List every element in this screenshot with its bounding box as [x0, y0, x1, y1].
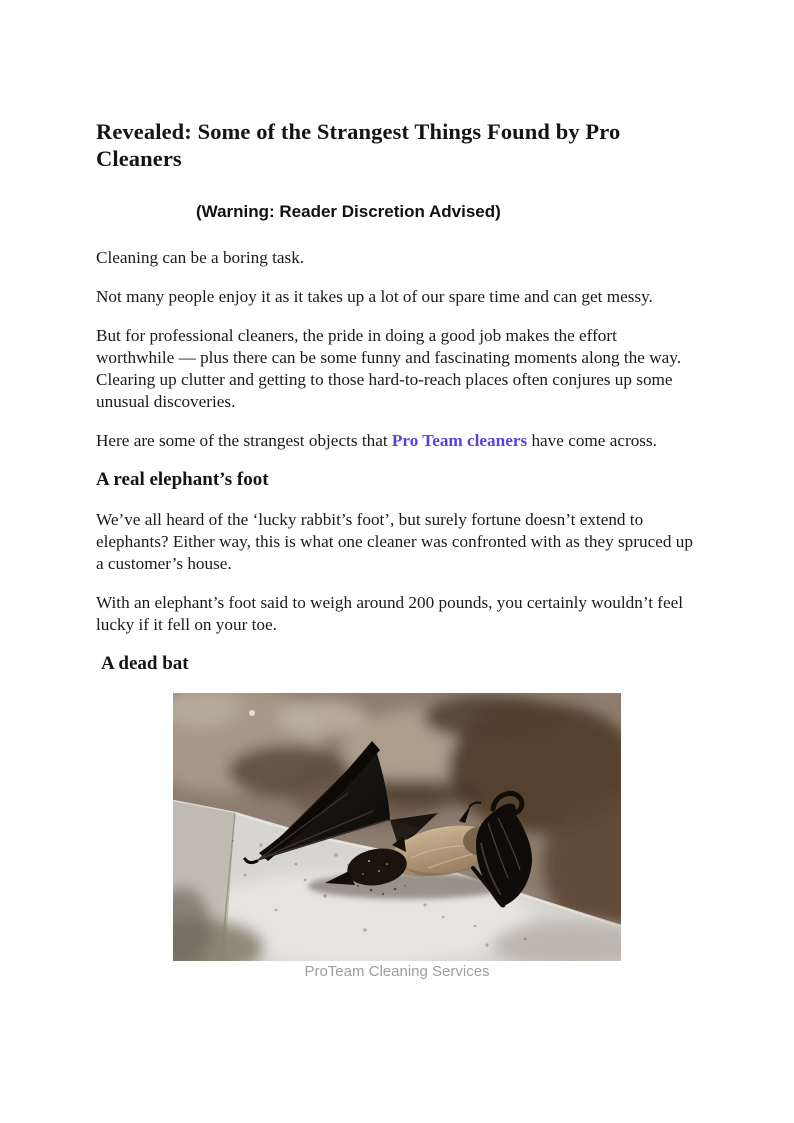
paragraph-intro-2: Not many people enjoy it as it takes up a lot of our spare time and can get messy.: [96, 287, 653, 306]
dead-bat-figure: [173, 693, 621, 980]
section-heading-elephant-foot: A real elephant’s foot: [96, 469, 269, 490]
section-heading-dead-bat: A dead bat: [101, 653, 189, 674]
photo-credit-caption: ProTeam Cleaning Services: [304, 963, 490, 980]
paragraph-elephant-2: With an elephant’s foot said to weigh around 200 pounds, you certainly wouldn’t feel lucky if it fell on your toe.: [96, 593, 684, 634]
paragraph-intro-1: Cleaning can be a boring task.: [96, 248, 305, 267]
paragraph-intro-3: But for professional cleaners, the pride in doing a good job makes the effort worthwhile — plus there can be some funny and fascinating moments along the way. Clearing up clutter and getting to those hard-to-reach places often conjures up some unusual discoveries.: [96, 326, 682, 411]
article-title: Revealed: Some of the Strangest Things Found by Pro Cleaners: [96, 119, 621, 171]
dead-bat-photo: [173, 693, 621, 961]
paragraph-with-link: [96, 430, 698, 452]
warning-subtitle: (Warning: Reader Discretion Advised): [196, 202, 501, 221]
text-after-link: have come across.: [527, 431, 657, 450]
text-before-link: Here are some of the strangest objects that: [96, 431, 392, 450]
pro-team-link[interactable]: Pro Team cleaners: [391, 431, 528, 450]
paragraph-elephant-1: We’ve all heard of the ‘lucky rabbit’s foot’, but surely fortune doesn’t extend to elephants? Either way, this is what one cleaner was confronted with as they spruced up a customer’s house.: [96, 510, 693, 573]
